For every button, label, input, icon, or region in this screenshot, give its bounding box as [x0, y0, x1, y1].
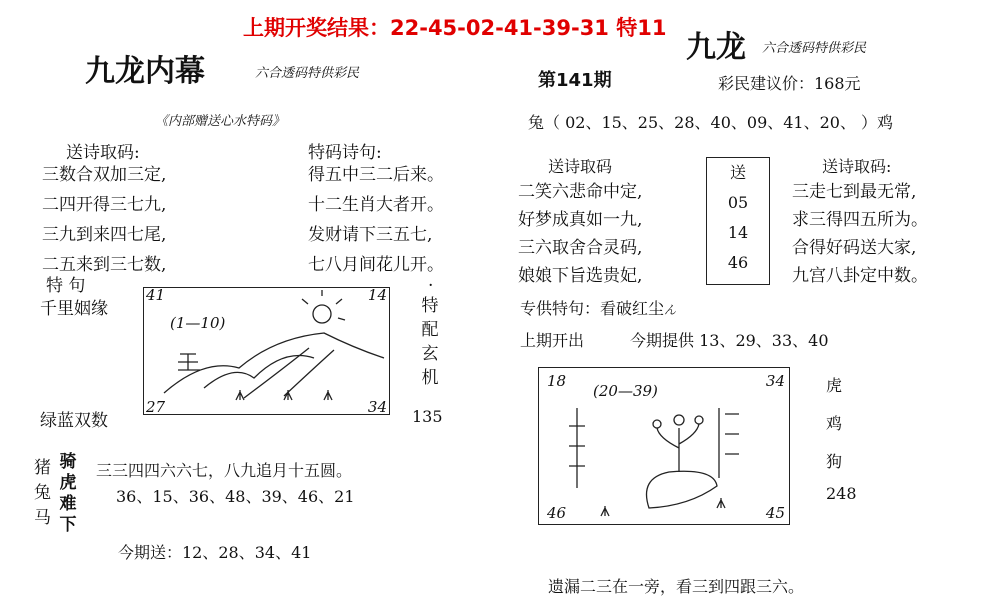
left-poem-right — [308, 160, 444, 280]
left-special-dot: . — [428, 271, 434, 291]
poem-line: 二五来到三七数, — [42, 255, 167, 275]
zodiac-item: 狗 — [826, 452, 843, 471]
right-footer-verse: 遗漏二三在一旁，看三到四跟三六。 — [548, 577, 805, 596]
poem-line: 娘娘下旨选贵妃, — [518, 266, 643, 286]
zodiac-item: 兔 — [34, 483, 51, 503]
poem-line: 三六取舍合灵码, — [518, 238, 643, 258]
corner-number: 27 — [146, 398, 166, 416]
mountain-sketch-icon — [144, 288, 389, 414]
verse-line: 三三四四六六七，八九追月十五圆。 — [96, 461, 353, 480]
send-box — [706, 157, 770, 285]
poem-line: 三走七到最无常, — [792, 182, 917, 202]
corner-number: 34 — [765, 372, 785, 390]
left-brand-subtitle: 六合透码特供彩民 — [255, 66, 360, 81]
send-box-number: 05 — [727, 193, 749, 212]
corner-number: 41 — [146, 286, 166, 304]
right-zodiac-number: 248 — [826, 484, 857, 503]
poem-line: 十二生肖大者开。 — [308, 195, 444, 215]
right-poem-right-title: 送诗取码: — [822, 157, 892, 176]
send-box-label: 送 — [729, 163, 746, 182]
zodiac-item: 鸡 — [826, 414, 843, 433]
poem-line: 合得好码送大家, — [792, 238, 917, 258]
left-poem-left — [42, 160, 166, 280]
special-line — [520, 296, 676, 319]
left-poem-right-title: 特码诗句: — [308, 143, 382, 163]
poem-line: 三九到来四七尾, — [42, 225, 167, 245]
send-box-number: 46 — [727, 253, 749, 272]
send-box-number: 14 — [727, 223, 749, 242]
poem-line: 三数合双加三定, — [42, 165, 167, 185]
poem-line: 好梦成真如一九, — [518, 210, 643, 230]
poem-line: 求三得四五所为。 — [792, 210, 928, 230]
poem-line: 七八月间花儿开。 — [308, 255, 444, 275]
zodiac-item: 虎 — [826, 376, 843, 395]
corner-number: 18 — [547, 372, 567, 390]
right-zodiac-column — [826, 367, 842, 481]
poem-line: 九宫八卦定中数。 — [792, 266, 928, 286]
left-special-text: 千里姻缘 — [40, 299, 108, 319]
corner-number: 45 — [765, 504, 785, 522]
poem-line: 二笑六悲命中定, — [518, 182, 643, 202]
numbers-line: 36、15、36、48、39、46、21 — [116, 487, 355, 506]
poem-line: 二四开得三七九, — [42, 195, 167, 215]
green-blue-number: 135 — [412, 407, 443, 426]
special-line-mark: ん — [664, 303, 677, 317]
right-brand-subtitle: 六合透码特供彩民 — [762, 41, 867, 56]
right-poem-right — [792, 178, 928, 290]
left-sub-title: 《内部赠送心水特码》 — [155, 114, 286, 129]
picture-note: (20—39) — [593, 382, 658, 400]
right-brand-title: 九龙 — [686, 30, 746, 65]
flower-pot-sketch-icon — [539, 368, 789, 524]
right-poem-left — [518, 178, 642, 290]
zodiac-item: 猪 — [34, 458, 51, 478]
green-blue-label: 绿蓝双数 — [40, 411, 108, 431]
left-brand-title: 九龙内幕 — [85, 54, 205, 89]
special-line-text: 专供特句：看破红尘 — [520, 299, 665, 318]
left-special-label: 特 句 — [46, 276, 86, 296]
today-send-line: 今期送：12、28、34、41 — [118, 543, 312, 562]
left-picture-box — [143, 287, 390, 415]
zodiac-item: 马 — [34, 508, 51, 528]
issue-number: 第141期 — [538, 70, 612, 91]
last-result-headline: 上期开奖结果：22-45-02-41-39-31 特11 — [243, 16, 667, 40]
corner-number: 46 — [547, 504, 567, 522]
right-poem-left-title: 送诗取码 — [548, 157, 613, 176]
corner-number: 34 — [367, 398, 387, 416]
today-offer-line: 今期提供 13、29、33、40 — [630, 331, 829, 350]
poem-line: 得五中三二后来。 — [308, 165, 444, 185]
last-open-label: 上期开出 — [520, 331, 585, 350]
number-row: 兔（ 02、15、25、28、40、09、41、20、 ）鸡 — [528, 113, 894, 132]
poem-line: 发财请下三五七, — [308, 225, 433, 245]
zodiac-col-1 — [34, 456, 51, 531]
price-label: 彩民建议价：168元 — [718, 74, 861, 93]
zodiac-col-2: 骑虎难下 — [59, 452, 77, 535]
left-vertical-text: 特配玄机 — [421, 296, 439, 388]
right-picture-box — [538, 367, 790, 525]
corner-number: 14 — [367, 286, 387, 304]
picture-note: (1—10) — [170, 314, 226, 332]
left-poem-left-title: 送诗取码: — [66, 143, 140, 163]
